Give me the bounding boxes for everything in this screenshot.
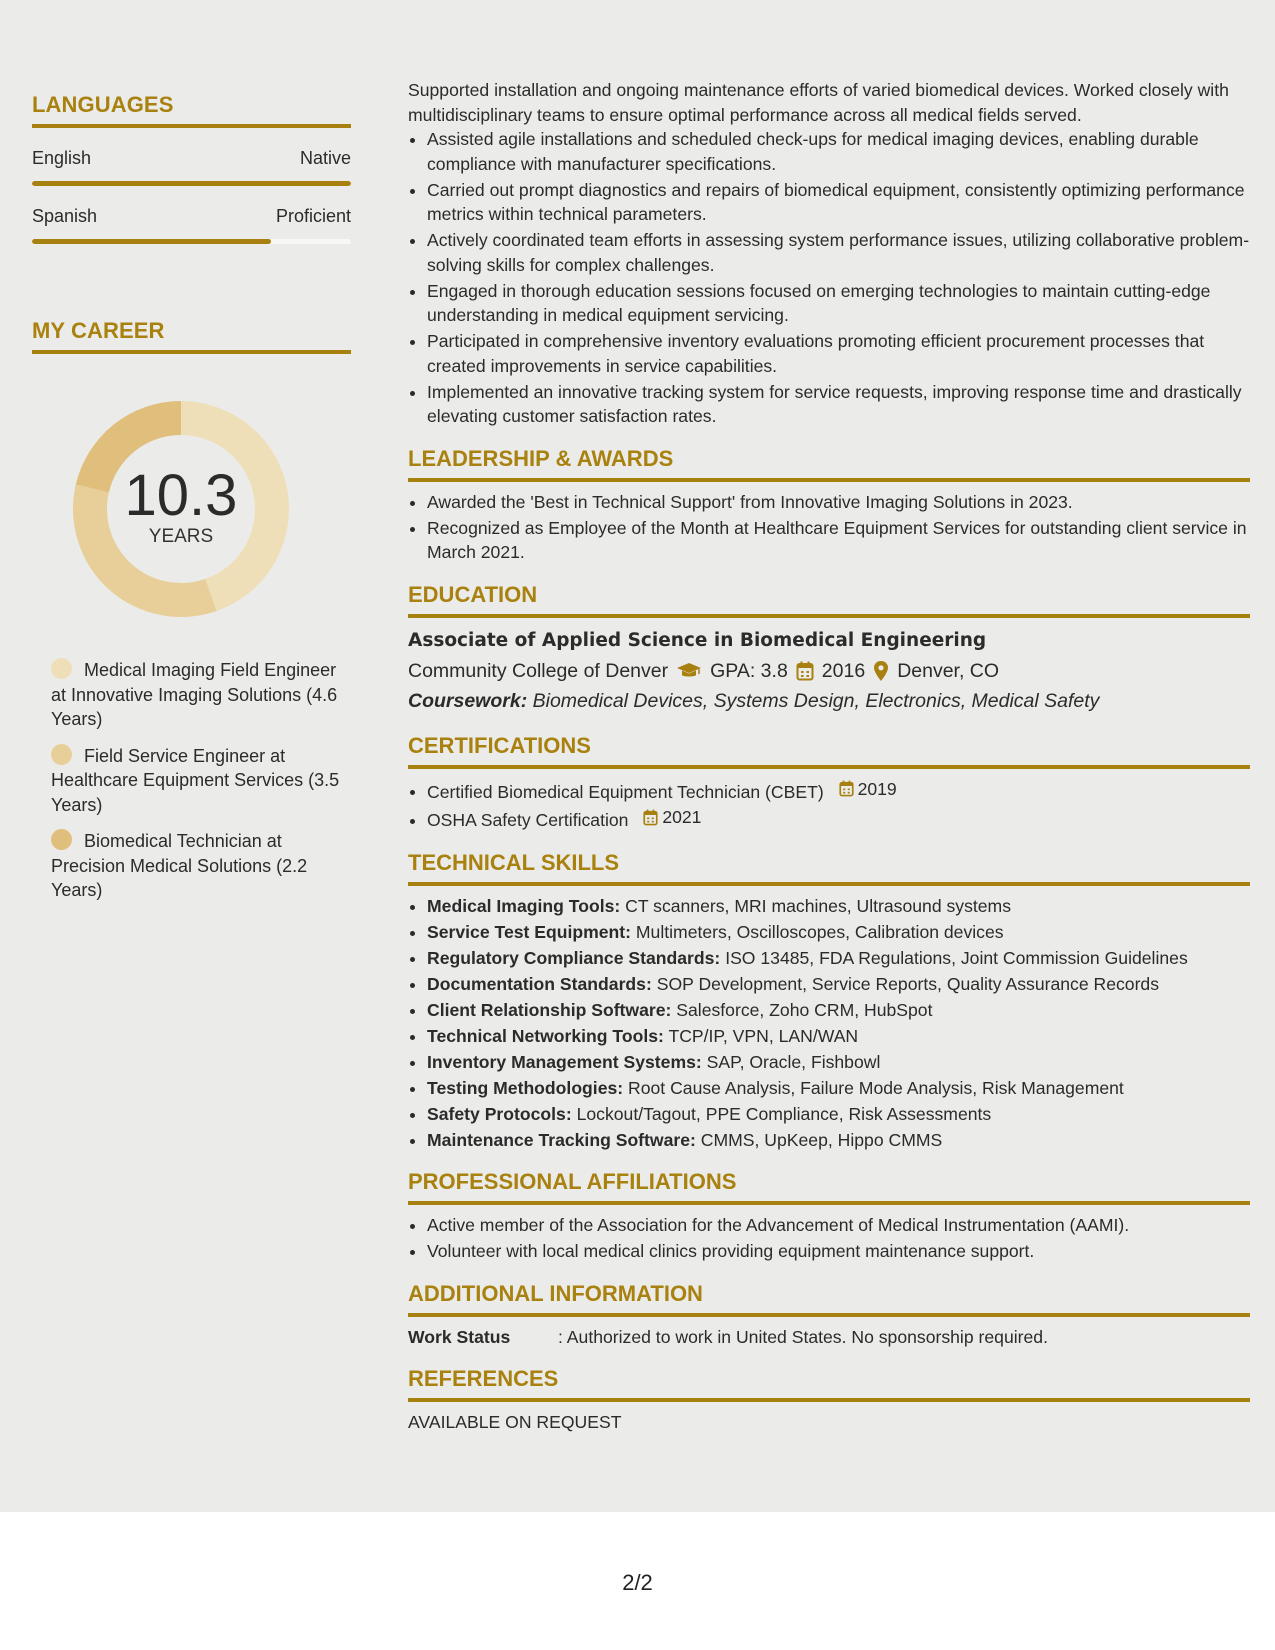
leadership-item: • Awarded the 'Best in Technical Support' from Innovative Imaging Solutions in 2023. xyxy=(427,490,1250,515)
skill-value: SOP Development, Service Reports, Quality Assurance Records xyxy=(656,973,1160,994)
certification-year: 2021 xyxy=(662,807,702,828)
experience-bullet: • Actively coordinated team efforts in assessing system performance issues, utilizing collaborative problem-solving skills for complex challenges. xyxy=(427,228,1250,277)
certifications-list xyxy=(408,777,1250,833)
affiliations-title: PROFESSIONAL AFFILIATIONS xyxy=(408,1168,1250,1205)
skill-value: Salesforce, Zoho CRM, HubSpot xyxy=(676,999,933,1020)
language-level: Native xyxy=(299,148,351,168)
education-gpa: GPA: 3.8 xyxy=(710,659,788,682)
skill-value: CMMS, UpKeep, Hippo CMMS xyxy=(700,1129,943,1150)
leadership-title: LEADERSHIP & AWARDS xyxy=(408,445,1250,482)
language-item xyxy=(32,148,351,186)
skill-item xyxy=(427,1128,1250,1153)
certification-name: OSHA Safety Certification xyxy=(427,810,629,830)
career-legend-item xyxy=(51,744,351,818)
career-legend-label: Medical Imaging Field Engineer at Innovative Imaging Solutions (4.6 Years) xyxy=(51,660,338,729)
left-column xyxy=(32,92,351,915)
career-legend xyxy=(32,658,351,903)
skill-label: Medical Imaging Tools: xyxy=(427,895,621,916)
calendar-icon xyxy=(796,661,814,681)
skill-value: TCP/IP, VPN, LAN/WAN xyxy=(668,1025,859,1046)
certification-year: 2019 xyxy=(857,778,897,799)
affiliation-item: • Volunteer with local medical clinics providing equipment maintenance support. xyxy=(427,1239,1250,1264)
skill-value: SAP, Oracle, Fishbowl xyxy=(706,1051,881,1072)
language-bar xyxy=(32,181,351,186)
skill-item xyxy=(427,946,1250,971)
education-year: 2016 xyxy=(821,659,866,682)
experience-bullet: • Carried out prompt diagnostics and repairs of biomedical equipment, consistently optimizing performance metrics within technical parameters. xyxy=(427,178,1250,227)
work-status-label: Work Status xyxy=(408,1326,511,1347)
skill-label: Client Relationship Software: xyxy=(427,999,672,1020)
education-title: EDUCATION xyxy=(408,581,1250,618)
skills-list xyxy=(408,894,1250,1153)
skill-value: Lockout/Tagout, PPE Compliance, Risk Assessments xyxy=(576,1103,992,1124)
skill-label: Testing Methodologies: xyxy=(427,1077,624,1098)
legend-dot xyxy=(51,744,72,765)
career-total-unit: YEARS xyxy=(148,526,214,547)
career-legend-label: Biomedical Technician at Precision Medical Solutions (2.2 Years) xyxy=(51,831,308,900)
skill-label: Documentation Standards: xyxy=(427,973,652,994)
career-donut-chart xyxy=(66,394,296,624)
work-status-value: : Authorized to work in United States. No sponsorship required. xyxy=(558,1326,1048,1347)
right-column xyxy=(408,78,1250,1435)
references-title: REFERENCES xyxy=(408,1365,1250,1402)
experience-bullets xyxy=(408,127,1250,429)
affiliations-list xyxy=(408,1213,1250,1264)
skills-title: TECHNICAL SKILLS xyxy=(408,849,1250,886)
language-level: Proficient xyxy=(275,206,351,226)
legend-dot xyxy=(51,658,72,679)
additional-info-title: ADDITIONAL INFORMATION xyxy=(408,1280,1250,1317)
page-number: 2/2 xyxy=(622,1570,653,1595)
skill-item xyxy=(427,972,1250,997)
graduation-cap-icon xyxy=(676,662,702,680)
experience-bullet: • Implemented an innovative tracking system for service requests, improving response time and drastically elevating customer satisfaction rates. xyxy=(427,380,1250,429)
career-title: MY CAREER xyxy=(32,318,351,354)
education-details xyxy=(408,656,1250,686)
work-status-row xyxy=(408,1325,1250,1350)
skill-label: Safety Protocols: xyxy=(427,1103,572,1124)
language-item xyxy=(32,206,351,244)
education-degree: Associate of Applied Science in Biomedical Engineering xyxy=(408,629,987,651)
skill-item xyxy=(427,998,1250,1023)
legend-dot xyxy=(51,829,72,850)
languages-title: LANGUAGES xyxy=(32,92,351,128)
certification-item xyxy=(427,777,1250,804)
experience-summary: Supported installation and ongoing maintenance efforts of varied biomedical devices. Worked closely with multidisciplinary teams to ensure optimal performance across all medical fields served. xyxy=(408,80,1229,125)
skill-item xyxy=(427,1050,1250,1075)
career-legend-label: Field Service Engineer at Healthcare Equipment Services (3.5 Years) xyxy=(51,745,340,815)
skill-item xyxy=(427,894,1250,919)
skill-value: Root Cause Analysis, Failure Mode Analysis, Risk Management xyxy=(628,1077,1124,1098)
skill-label: Service Test Equipment: xyxy=(427,921,632,942)
experience-bullet: • Engaged in thorough education sessions focused on emerging technologies to maintain cutting-edge understanding in medical equipment servicing. xyxy=(427,279,1250,328)
language-name: English xyxy=(32,148,92,168)
experience-bullet: • Participated in comprehensive inventory evaluations promoting efficient procurement processes that created improvements in service capabilities. xyxy=(427,329,1250,378)
language-bar xyxy=(32,239,351,244)
skill-value: Multimeters, Oscilloscopes, Calibration devices xyxy=(635,921,1004,942)
skill-value: ISO 13485, FDA Regulations, Joint Commission Guidelines xyxy=(725,947,1188,968)
skill-item xyxy=(427,1076,1250,1101)
language-bar-fill xyxy=(32,181,351,186)
skill-value: CT scanners, MRI machines, Ultrasound systems xyxy=(625,895,1012,916)
skill-label: Inventory Management Systems: xyxy=(427,1051,702,1072)
skill-label: Technical Networking Tools: xyxy=(427,1025,664,1046)
education-coursework xyxy=(408,686,1250,716)
skill-item xyxy=(427,1024,1250,1049)
certifications-title: CERTIFICATIONS xyxy=(408,732,1250,769)
leadership-item: • Recognized as Employee of the Month at Healthcare Equipment Services for outstanding client service in March 2021. xyxy=(427,516,1250,565)
calendar-icon xyxy=(643,809,658,826)
certification-name: Certified Biomedical Equipment Technician (CBET) xyxy=(427,781,824,802)
affiliation-item: • Active member of the Association for the Advancement of Medical Instrumentation (AAMI). xyxy=(427,1213,1250,1238)
education-location: Denver, CO xyxy=(897,659,1000,682)
coursework-label: Coursework: xyxy=(408,689,528,712)
language-name: Spanish xyxy=(32,206,98,226)
experience-bullet: • Assisted agile installations and scheduled check-ups for medical imaging devices, enabling durable compliance with manufacturer specifications. xyxy=(427,127,1250,176)
map-pin-icon xyxy=(873,660,889,682)
skill-item xyxy=(427,920,1250,945)
skill-label: Regulatory Compliance Standards: xyxy=(427,947,721,968)
skill-item xyxy=(427,1102,1250,1127)
certification-item xyxy=(427,805,1250,832)
career-legend-item xyxy=(51,829,351,903)
language-bar-fill xyxy=(32,239,271,244)
calendar-icon xyxy=(839,780,854,797)
career-legend-item xyxy=(51,658,351,732)
career-total-value: 10.3 xyxy=(124,463,238,528)
skill-label: Maintenance Tracking Software: xyxy=(427,1129,696,1150)
references-text: AVAILABLE ON REQUEST xyxy=(408,1412,622,1432)
coursework-value: Biomedical Devices, Systems Design, Electronics, Medical Safety xyxy=(532,689,1100,712)
education-school: Community College of Denver xyxy=(408,659,669,682)
leadership-list xyxy=(408,490,1250,565)
